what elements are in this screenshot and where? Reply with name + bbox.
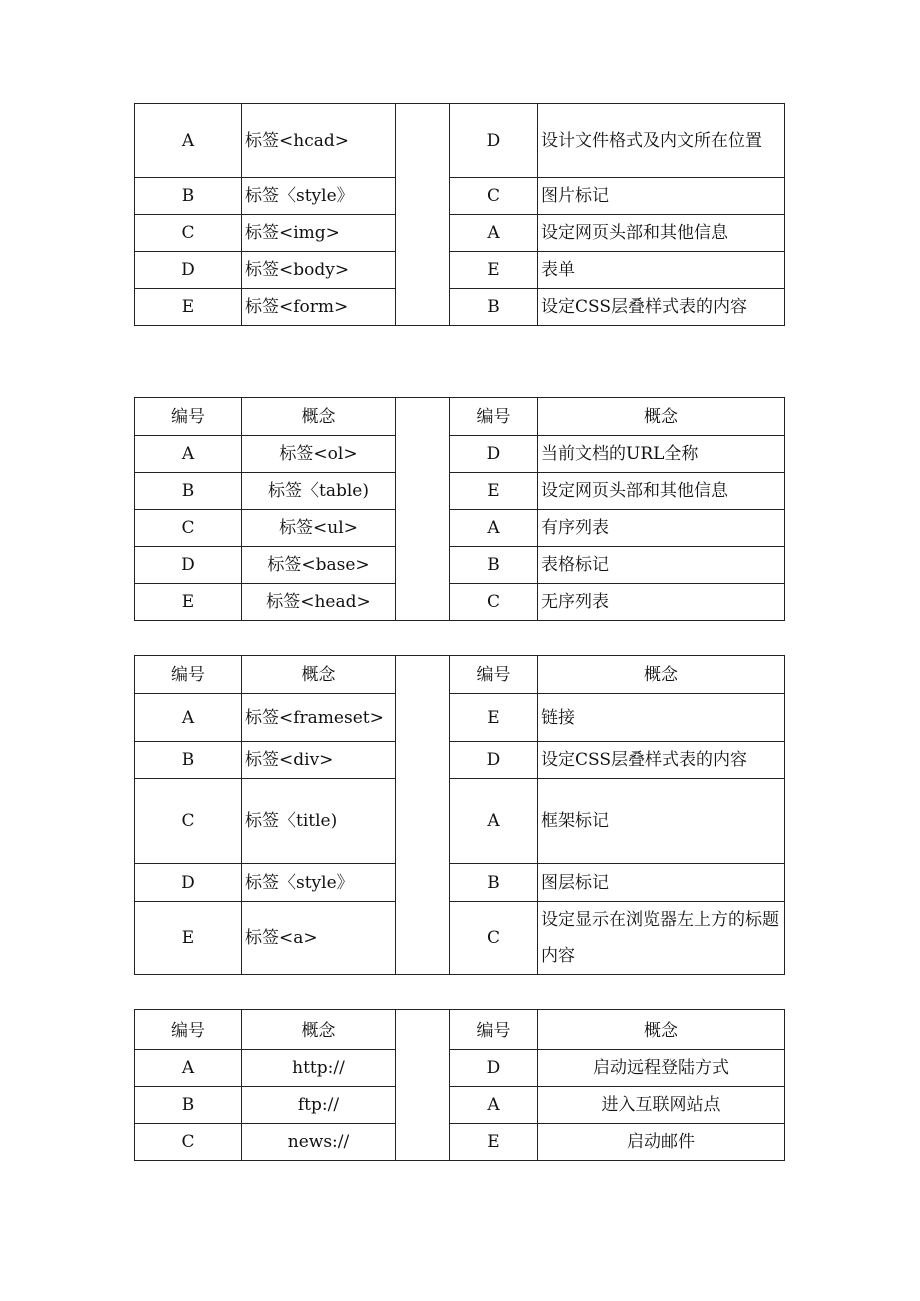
row-id: C	[135, 510, 242, 547]
row-description: 无序列表	[538, 584, 785, 621]
row-answer: C	[450, 178, 538, 215]
table-row	[135, 215, 785, 252]
row-description: 表格标记	[538, 547, 785, 584]
row-id: E	[135, 902, 242, 975]
table-row	[135, 252, 785, 289]
row-description: 进入互联网站点	[538, 1087, 785, 1124]
row-id: E	[135, 584, 242, 621]
row-tag: http://	[242, 1050, 396, 1087]
row-tag: 标签<ul>	[242, 510, 396, 547]
row-description: 启动远程登陆方式	[538, 1050, 785, 1087]
row-tag: 标签<hcad>	[242, 104, 396, 178]
row-description: 有序列表	[538, 510, 785, 547]
row-answer: A	[450, 510, 538, 547]
row-description: 当前文档的URL全称	[538, 436, 785, 473]
row-answer: C	[450, 902, 538, 975]
row-id: D	[135, 864, 242, 902]
table-row	[135, 510, 785, 547]
row-id: B	[135, 742, 242, 779]
table-row	[135, 1050, 785, 1087]
row-answer: D	[450, 1050, 538, 1087]
row-id: E	[135, 289, 242, 326]
table-row	[135, 473, 785, 510]
table-header-row	[135, 656, 785, 694]
row-tag: 标签<img>	[242, 215, 396, 252]
row-tag: 标签<head>	[242, 584, 396, 621]
row-description: 图片标记	[538, 178, 785, 215]
matching-table-3	[134, 655, 785, 975]
row-answer: E	[450, 473, 538, 510]
row-tag: 标签<ol>	[242, 436, 396, 473]
row-tag: 标签〈style》	[242, 864, 396, 902]
row-description: 框架标记	[538, 779, 785, 864]
row-description: 图层标记	[538, 864, 785, 902]
row-id: A	[135, 694, 242, 742]
table-row	[135, 104, 785, 178]
spacer-column	[396, 656, 450, 975]
row-description: 设计文件格式及内文所在位置	[538, 104, 785, 178]
table-row	[135, 902, 785, 975]
row-answer: A	[450, 215, 538, 252]
row-tag: 标签〈title)	[242, 779, 396, 864]
header-concept: 概念	[242, 656, 396, 694]
row-tag: ftp://	[242, 1087, 396, 1124]
header-concept-2: 概念	[538, 398, 785, 436]
row-tag: 标签〈table)	[242, 473, 396, 510]
row-tag: 标签<frameset>	[242, 694, 396, 742]
table-row	[135, 584, 785, 621]
row-description: 设定CSS层叠样式表的内容	[538, 289, 785, 326]
table-row	[135, 547, 785, 584]
header-concept: 概念	[242, 1010, 396, 1050]
spacer-column	[396, 398, 450, 621]
header-number-2: 编号	[450, 656, 538, 694]
row-description: 表单	[538, 252, 785, 289]
row-description: 设定CSS层叠样式表的内容	[538, 742, 785, 779]
row-description: 启动邮件	[538, 1124, 785, 1161]
row-answer: D	[450, 742, 538, 779]
spacer-column	[396, 104, 450, 326]
row-id: B	[135, 1087, 242, 1124]
row-answer: B	[450, 864, 538, 902]
table-row	[135, 742, 785, 779]
row-tag: 标签<base>	[242, 547, 396, 584]
row-id: C	[135, 1124, 242, 1161]
header-number: 编号	[135, 398, 242, 436]
table-header-row	[135, 398, 785, 436]
table-row	[135, 178, 785, 215]
table-row	[135, 1124, 785, 1161]
row-answer: E	[450, 252, 538, 289]
row-id: B	[135, 178, 242, 215]
table-row	[135, 694, 785, 742]
row-description: 设定网页头部和其他信息	[538, 473, 785, 510]
header-number: 编号	[135, 656, 242, 694]
row-description: 链接	[538, 694, 785, 742]
row-description: 设定显示在浏览器左上方的标题内容	[538, 902, 785, 975]
table-row	[135, 864, 785, 902]
row-answer: E	[450, 1124, 538, 1161]
row-tag: 标签<div>	[242, 742, 396, 779]
table-row	[135, 779, 785, 864]
row-answer: B	[450, 289, 538, 326]
header-concept-2: 概念	[538, 1010, 785, 1050]
row-answer: D	[450, 436, 538, 473]
row-tag: 标签<a>	[242, 902, 396, 975]
header-number-2: 编号	[450, 1010, 538, 1050]
row-tag: 标签<form>	[242, 289, 396, 326]
row-id: C	[135, 215, 242, 252]
row-answer: B	[450, 547, 538, 584]
row-tag: 标签〈style》	[242, 178, 396, 215]
row-tag: news://	[242, 1124, 396, 1161]
table-row	[135, 1087, 785, 1124]
row-description: 设定网页头部和其他信息	[538, 215, 785, 252]
row-answer: C	[450, 584, 538, 621]
row-id: A	[135, 436, 242, 473]
row-tag: 标签<body>	[242, 252, 396, 289]
spacer-column	[396, 1010, 450, 1161]
row-id: D	[135, 252, 242, 289]
matching-table-1	[134, 103, 785, 326]
table-header-row	[135, 1010, 785, 1050]
row-id: A	[135, 104, 242, 178]
row-answer: E	[450, 694, 538, 742]
row-id: B	[135, 473, 242, 510]
row-answer: A	[450, 779, 538, 864]
row-id: D	[135, 547, 242, 584]
header-concept: 概念	[242, 398, 396, 436]
row-id: C	[135, 779, 242, 864]
matching-table-2	[134, 397, 785, 621]
row-id: A	[135, 1050, 242, 1087]
header-number: 编号	[135, 1010, 242, 1050]
header-number-2: 编号	[450, 398, 538, 436]
table-row	[135, 289, 785, 326]
row-answer: D	[450, 104, 538, 178]
header-concept-2: 概念	[538, 656, 785, 694]
row-answer: A	[450, 1087, 538, 1124]
matching-table-4	[134, 1009, 785, 1161]
table-row	[135, 436, 785, 473]
